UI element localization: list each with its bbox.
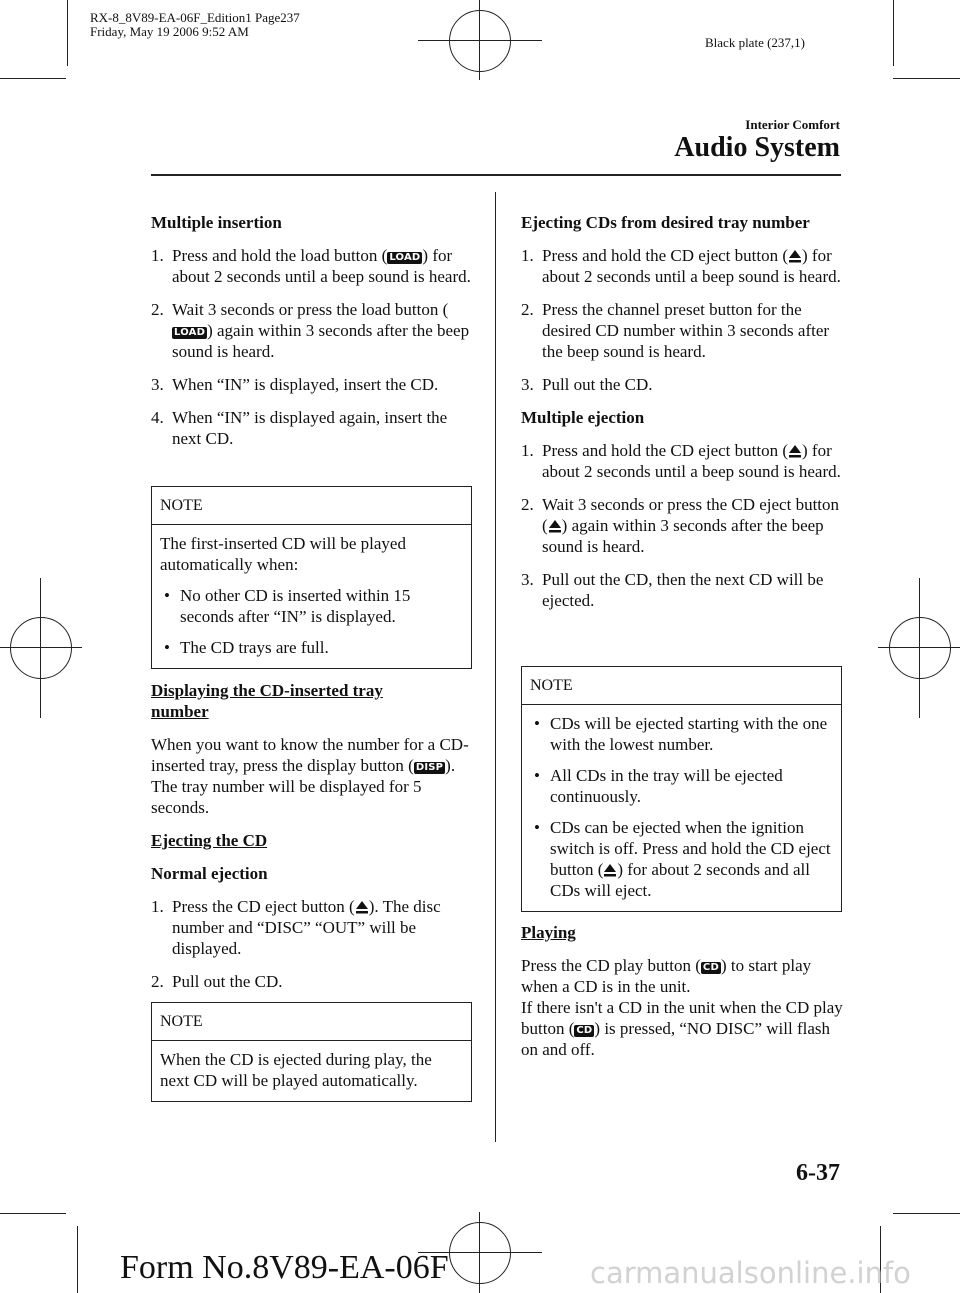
crop-mark — [67, 0, 68, 66]
registration-line — [418, 40, 542, 41]
list-item: 1. Press and hold the load button ( LOAD ) for about 2 seconds until a beep sound is heard. — [151, 246, 471, 286]
registration-line — [479, 0, 480, 80]
eject-icon — [548, 519, 562, 533]
displaying-paragraph: When you want to know the number for a CD-inserted tray, press the display button ( DISP ). The tray number will be displayed for 5 seconds. — [151, 735, 469, 817]
registration-line — [479, 1212, 480, 1293]
registration-line — [40, 578, 41, 718]
desired-tray-heading: Ejecting CDs from desired tray number — [521, 213, 810, 232]
crop-mark — [0, 1213, 66, 1214]
eject-icon — [788, 249, 802, 263]
page-number: 6-37 — [796, 1160, 840, 1186]
crop-mark — [0, 78, 66, 79]
registration-line — [0, 647, 82, 648]
playing-heading: Playing — [521, 923, 576, 942]
note-bullet: • The CD trays are full. — [164, 638, 329, 657]
load-button-icon: LOAD — [174, 327, 206, 338]
form-number: Form No.8V89-EA-06F — [120, 1249, 449, 1286]
eject-icon — [355, 900, 369, 914]
registration-mark-top — [449, 10, 511, 72]
left-column — [151, 212, 471, 449]
registration-line — [919, 578, 920, 718]
list-item: 3. Pull out the CD. — [521, 375, 653, 394]
registration-mark-left — [10, 617, 72, 679]
list-item: 3. Pull out the CD, then the next CD will be ejected. — [521, 570, 824, 610]
note-title: NOTE — [522, 667, 841, 705]
right-column — [521, 212, 843, 611]
note-box — [151, 486, 472, 669]
normal-ejection-heading: Normal ejection — [151, 864, 268, 883]
disp-button-icon: DISP — [415, 762, 444, 773]
playing-section — [521, 922, 843, 1060]
cd-button-icon: CD — [702, 962, 719, 973]
note-bullet: • All CDs in the tray will be ejected continuously. — [534, 766, 783, 806]
crop-mark — [893, 78, 960, 79]
note-intro: The first-inserted CD will be played automatically when: — [160, 534, 406, 574]
black-plate: Black plate (237,1) — [705, 35, 805, 50]
list-item: 1. Press and hold the CD eject button ( ) for about 2 seconds until a beep sound is heard. — [521, 441, 841, 481]
eject-icon — [603, 863, 617, 877]
registration-mark-right — [889, 617, 951, 679]
list-item: 2. Wait 3 seconds or press the CD eject button ( ) again within 3 seconds after the beep sound is heard. — [521, 495, 840, 556]
header-rule — [151, 174, 841, 176]
crop-mark — [893, 0, 894, 66]
left-column-lower — [151, 680, 471, 992]
eject-icon — [788, 444, 802, 458]
note-bullet: • No other CD is inserted within 15 seconds after “IN” is displayed. — [164, 586, 411, 626]
note-title: NOTE — [152, 1003, 471, 1041]
crop-mark — [77, 1226, 78, 1293]
multiple-insertion-heading: Multiple insertion — [151, 213, 282, 232]
list-item: 2. Press the channel preset button for the desired CD number within 3 seconds after the beep sound is heard. — [521, 300, 830, 361]
section-label: Interior Comfort — [745, 117, 840, 132]
page-title: Audio System — [674, 132, 840, 163]
note-bullet: • CDs can be ejected when the ignition switch is off. Press and hold the CD eject button ( ) for about 2 seconds and all CDs will eject. — [534, 818, 831, 900]
watermark: carmanualsonline.info — [590, 1256, 911, 1290]
multiple-ejection-heading: Multiple ejection — [521, 408, 645, 427]
cd-button-icon: CD — [576, 1025, 593, 1036]
list-item: 4. When “IN” is displayed again, insert the next CD. — [151, 408, 448, 448]
list-item: 2. Pull out the CD. — [151, 972, 283, 991]
crop-mark — [893, 1213, 960, 1214]
note-box — [521, 666, 842, 912]
list-item: 1. Press the CD eject button ( ). The disc number and “DISC” “OUT” will be displayed. — [151, 897, 441, 958]
playing-paragraph: If there isn't a CD in the unit when the CD play button ( CD ) is pressed, “NO DISC” will flash on and off. — [521, 998, 843, 1059]
print-file-line: RX-8_8V89-EA-06F_Edition1 Page237 — [90, 10, 300, 25]
column-divider — [495, 192, 496, 1142]
note-title: NOTE — [152, 487, 471, 525]
ejecting-heading: Ejecting the CD — [151, 831, 268, 850]
displaying-heading: Displaying the CD-inserted tray number — [151, 681, 383, 721]
registration-mark-bottom — [449, 1222, 511, 1284]
print-date-line: Friday, May 19 2006 9:52 AM — [90, 24, 249, 39]
note-body: When the CD is ejected during play, the next CD will be played automatically. — [160, 1050, 432, 1090]
note-box — [151, 1002, 472, 1102]
list-item: 1. Press and hold the CD eject button ( ) for about 2 seconds until a beep sound is heard. — [521, 246, 841, 286]
note-bullet: • CDs will be ejected starting with the one with the lowest number. — [534, 714, 828, 754]
list-item: 2. Wait 3 seconds or press the load button (LOAD ) again within 3 seconds after the beep sound is heard. — [151, 300, 470, 361]
playing-paragraph: Press the CD play button ( CD ) to start play when a CD is in the unit. — [521, 956, 812, 996]
load-button-icon: LOAD — [389, 252, 421, 263]
list-item: 3. When “IN” is displayed, insert the CD. — [151, 375, 439, 394]
